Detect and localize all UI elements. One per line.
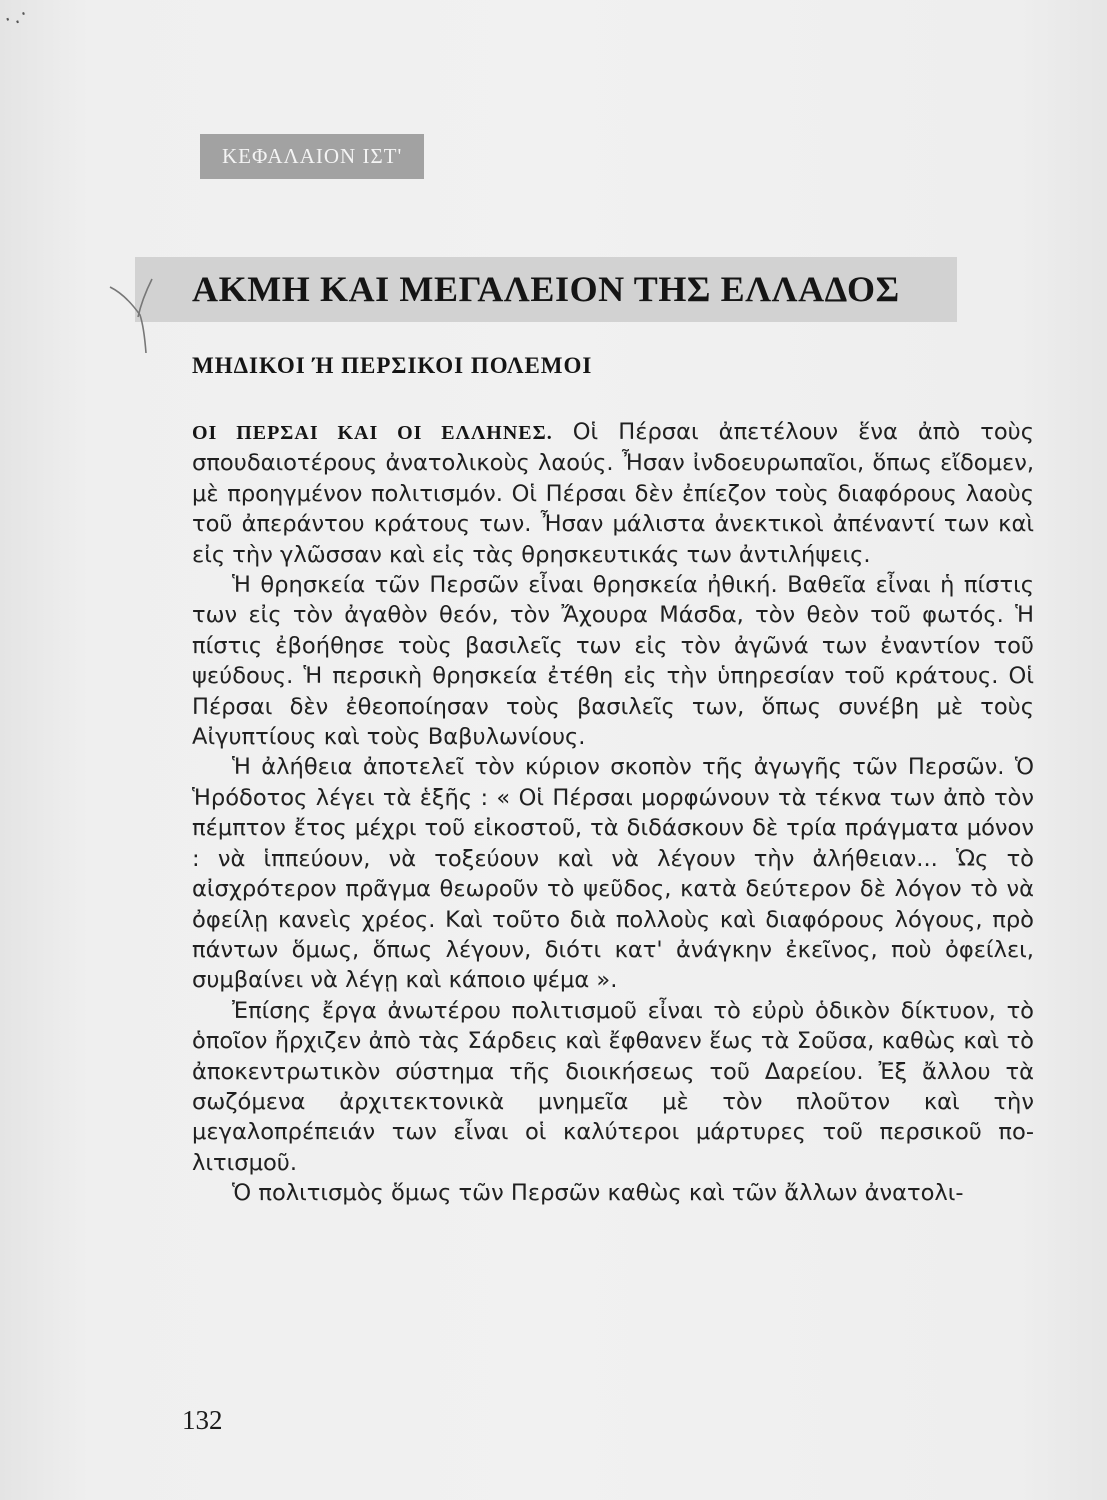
paragraph-text: Ἡ ἀλήθεια ἀποτελεῖ τὸν κύριον σκοπὸν τῆς ἀγωγῆς τῶν Περσῶν. Ὁ Ἡρόδοτος λέγει τὰ ἑξῆς : « Οἱ Πέρσαι μορφώνουν τὰ τέκνα των ἀπὸ τὸν πέμπτον ἔτος μέχρι τοῦ εἰκοστοῦ, τὰ διδάσκουν δὲ τρία πράγματα μόνον : νὰ ἱππεύουν, νὰ τοξεύουν καὶ νὰ λέγουν τὴν ἀλήθειαν... Ὡς τὸ αἰσχρότερον πρᾶγμα θεωροῦν τὸ ψεῦδος, κατὰ δεύτερον δὲ λόγον τὸ νὰ ὀφείλῃ κανεὶς χρέος. Καὶ τοῦτο διὰ πολλοὺς καὶ διαφόρους λόγους, πρὸ πάντων ὅμως, ὅπως λέγουν, διότι κατ' ἀνάγκην ἐκεῖνος, ποὺ ὀφείλει, συμβαίνει νὰ λέγῃ καὶ κάποιο ψέμα ». [192,754,1034,994]
paragraph [192,417,1034,570]
section-subtitle: ΜΗΔΙΚΟΙ Ή ΠΕΡΣΙΚΟΙ ΠΟΛΕΜΟΙ [192,353,593,378]
paragraph [192,752,1034,995]
corner-marks: ·.· [0,0,33,32]
paragraph-text: Ἐπίσης ἔργα ἀνωτέρου πολιτισμοῦ εἶναι τὸ εὐρὺ ὁδικὸν δίκτυον, τὸ ὁποῖον ἤρχιζεν ἀπὸ τὰς Σάρδεις καὶ ἔφθανεν ἕως τὰ Σοῦσα, καθὼς καὶ τὸ ἀποκεντρωτικὸν σύστημα τῆς διοικήσεως τοῦ Δαρείου. Ἐξ ἄλλου τὰ σωζόμενα ἀρχιτεκτονικὰ μνημεῖα μὲ τὸν πλοῦτον καὶ τὴν μεγαλοπρέπειάν των εἶναι οἱ καλύτεροι μάρτυρες τοῦ περσικοῦ πολιτισμοῦ. [192,997,1034,1176]
main-title: ΑΚΜΗ ΚΑΙ ΜΕΓΑΛΕΙΟΝ ΤΗΣ ΕΛΛΑΔΟΣ [192,269,900,309]
paragraph-lead: ΟΙ ΠΕΡΣΑΙ ΚΑΙ ΟΙ ΕΛΛΗΝΕΣ. [192,422,553,444]
page-number: 132 [182,1405,223,1435]
paragraph-text: Ὁ πολιτισμὸς ὅμως τῶν Περσῶν καθὼς καὶ τῶν ἄλλων ἀνατολι- [232,1180,964,1207]
paragraph [192,996,1034,1178]
paragraph-text: Οἱ Πέρσαι ἀπετέλουν ἕνα ἀπὸ τοὺς σπουδαιοτέρους ἀνατολικοὺς λαούς. Ἦσαν ἰνδοευρωπαῖοι, ὅπως εἴδομεν, μὲ προηγμένον πολιτισμόν. Οἱ Πέρσαι δὲν ἐπίεζον τοὺς διαφόρους λαοὺς τοῦ ἀπεράντου κράτους των. Ἦσαν μάλιστα ἀνεκτικοὶ ἀπέναντί των καὶ εἰς τὴν γλῶσσαν καὶ εἰς τὰς θρησκευτικάς των ἀντιλήψεις. [192,419,1035,568]
paragraph-text: Ἡ θρησκεία τῶν Περσῶν εἶναι θρησκεία ἠθική. Βαθεῖα εἶναι ἡ πίστις των εἰς τὸν ἀγαθὸν θεόν, τὸν Ἄχουρα Μάσδα, τὸν θεὸν τοῦ φωτός. Ἡ πίστις ἐβοήθησε τοὺς βασιλεῖς των εἰς τὸν ἀγῶνά των ἐναντίον τοῦ ψεύδους. Ἡ περσικὴ θρησκεία ἐτέθη εἰς τὴν ὑπηρεσίαν τοῦ κράτους. Οἱ Πέρσαι δὲν ἐθεοποίησαν τοὺς βασιλεῖς των, ὅπως συνέβη μὲ τοὺς Αἰγυπτίους καὶ τοὺς Βαβυλωνίους. [192,572,1034,751]
paragraph [192,570,1034,752]
margin-pencil-mark [108,265,168,355]
body-text [192,417,1034,1209]
paragraph [192,1178,1034,1208]
chapter-label: ΚΕΦΑΛΑΙΟΝ ΙΣΤ' [200,134,424,179]
